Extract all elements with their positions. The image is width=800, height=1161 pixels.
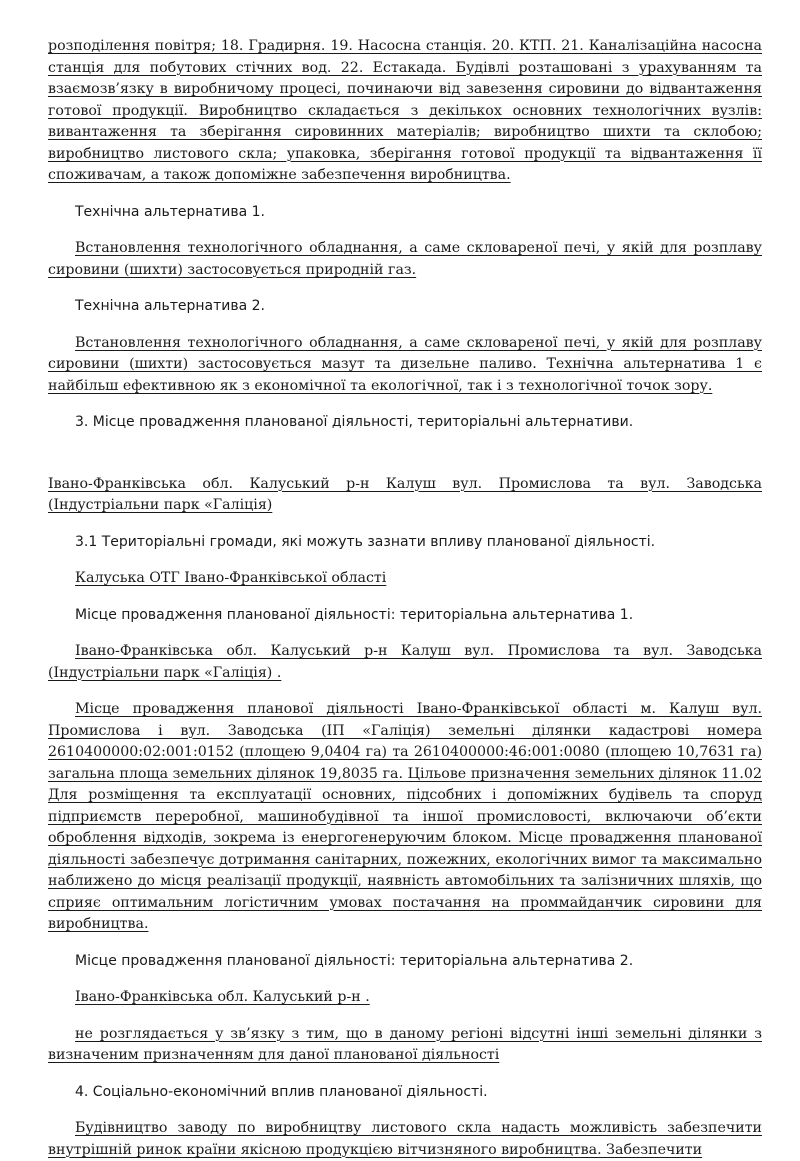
territorial-alternative-2-heading: Місце провадження планованої діяльності: територіальна альтернатива 2.	[75, 952, 634, 969]
intro-paragraph: розподілення повітря; 18. Градирня. 19. Насосна станція. 20. КТП. 21. Каналізаційна насосна станція для побутових стічних вод. 22. Естакада. Будівлі розташовані з урахуванням та взаємозв’язку в виробничому процесі, починаючи від завезення сировини до відвантаження готової продукції. Виробництво складається з декількох основних технологічних вузлів: вивантаження та зберігання сировинних матеріалів; виробництво шихти та склобою; виробництво листового скла; упаковка, зберігання готової продукції та відвантаження її споживачам, а також допоміжне забезпечення виробництва.	[48, 38, 762, 183]
section-3-heading: 3. Місце провадження планованої діяльності, територіальні альтернативи.	[75, 414, 634, 430]
territorial-alternative-1-location: Івано-Франківська обл. Калуський р-н Калуш вул. Промислова та вул. Заводська (Індустріальни парк «Галіція) .	[48, 643, 762, 681]
tech-alternative-1-text: Встановлення технологічного обладнання, а саме скловареної печі, у якій для розплаву сировини (шихти) застосовується природній газ.	[48, 240, 762, 278]
document-page	[48, 36, 762, 1161]
section-4-heading: 4. Соціально-економічний вплив планованої діяльності.	[75, 1083, 488, 1100]
territorial-alternative-1-text: Місце провадження планової діяльності Івано-Франківської області м. Калуш вул. Промислова і вул. Заводська (ІП «Галіція) земельні ділянки кадастрові номера 2610400000:02:001:0152 (площею 9,0404 га) та 2610400000:46:001:0080 (площею 10,7631 га) загальна площа земельних ділянок 19,8035 га. Цільове призначення земельних ділянок 11.02 Для розміщення та експлуатації основних, підсобних і допоміжних будівель та споруд підприємств переробної, машинобудівної та іншої промисловості, включаючи об’єкти оброблення відходів, зокрема із енергогенеруючим блоком. Місце провадження планованої діяльності забезпечує дотримання санітарних, пожежних, екологічних вимог та максимально наближено до місця реалізації продукції, наявність автомобільних та залізничних шляхів, що сприяє оптимальним логістичним умовах постачання на проммайданчик сировини для виробництва.	[48, 701, 762, 932]
territorial-alternative-2-text: не розглядається у зв’язку з тим, що в даному регіоні відсутні інші земельні ділянки з визначеним призначенням для даної планованої діяльності	[48, 1025, 762, 1063]
territorial-alternative-2-location: Івано-Франківська обл. Калуський р-н .	[75, 989, 370, 1005]
location-text: Івано-Франківська обл. Калуський р-н Калуш вул. Промислова та вул. Заводська (Індустріальни парк «Галіція)	[48, 475, 762, 513]
community-text: Калуська ОТГ Івано-Франківської області	[75, 570, 387, 586]
section-3-1-heading: 3.1 Територіальні громади, які можуть зазнати впливу планованої діяльності.	[75, 533, 656, 550]
section-4-text: Будівництво заводу по виробництву листового скла надасть можливість забезпечити внутрішній ринок країни якісною продукцією вітчизняного виробництва. Забезпечити	[48, 1120, 762, 1158]
tech-alternative-2-heading: Технічна альтернатива 2.	[75, 298, 266, 314]
tech-alternative-1-heading: Технічна альтернатива 1.	[75, 203, 266, 220]
territorial-alternative-1-heading: Місце провадження планованої діяльності: територіальна альтернатива 1.	[75, 606, 634, 623]
tech-alternative-2-text: Встановлення технологічного обладнання, а саме скловареної печі, у якій для розплаву сировини (шихти) застосовується мазут та дизельне паливо. Технічна альтернатива 1 є найбільш ефективною як з економічної та екологічної, так і з технологічної точок зору.	[48, 334, 762, 394]
